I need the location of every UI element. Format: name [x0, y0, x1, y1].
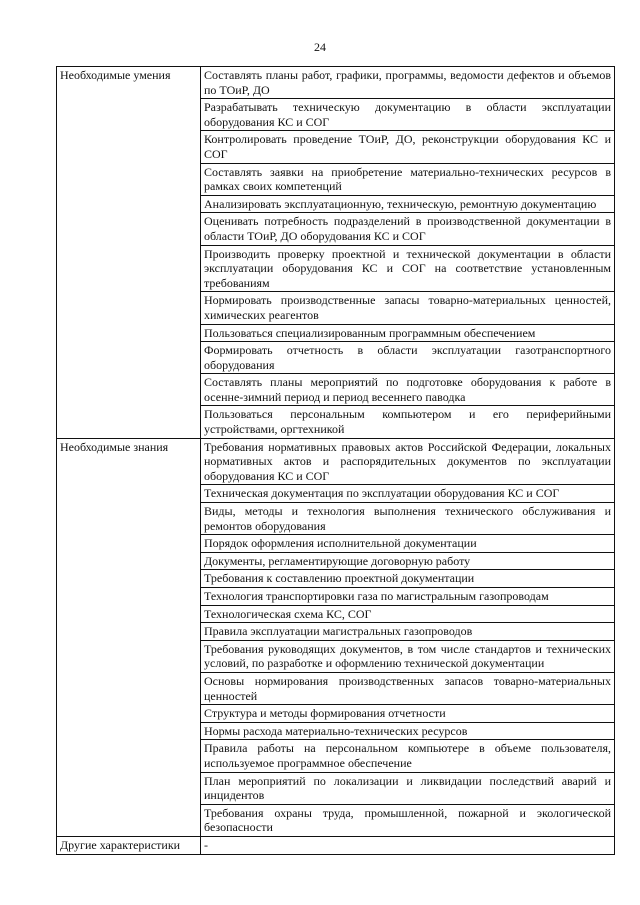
requirement-item: Нормы расхода материально-технических ресурсов [201, 722, 615, 740]
requirement-item: Пользоваться специализированным программным обеспечением [201, 324, 615, 342]
requirements-table [56, 66, 615, 855]
requirement-item: Требования охраны труда, промышленной, пожарной и экологической безопасности [201, 804, 615, 836]
requirement-item: Разрабатывать техническую документацию в области эксплуатации оборудования КС и СОГ [201, 99, 615, 131]
requirement-item: Порядок оформления исполнительной документации [201, 535, 615, 553]
table-row [57, 67, 615, 99]
requirement-item: Нормировать производственные запасы товарно-материальных ценностей, химических реагентов [201, 292, 615, 324]
requirement-item: Формировать отчетность в области эксплуатации газотранспортного оборудования [201, 342, 615, 374]
table-row [57, 836, 615, 854]
requirement-item: Документы, регламентирующие договорную работу [201, 552, 615, 570]
requirement-item: Составлять планы работ, графики, программы, ведомости дефектов и объемов по ТОиР, ДО [201, 67, 615, 99]
requirement-item: Требования нормативных правовых актов Российской Федерации, локальных нормативных актов и распорядительных документов по эксплуатации оборудования КС и СОГ [201, 438, 615, 485]
requirement-item: Виды, методы и технология выполнения технического обслуживания и ремонтов оборудования [201, 503, 615, 535]
requirement-item: Контролировать проведение ТОиР, ДО, реконструкции оборудования КС и СОГ [201, 131, 615, 163]
section-label: Необходимые знания [57, 438, 201, 836]
requirement-item: Оценивать потребность подразделений в производственной документации в области ТОиР, ДО оборудования КС и СОГ [201, 213, 615, 245]
section-label: Необходимые умения [57, 67, 201, 439]
requirement-item: Составлять заявки на приобретение материально-технических ресурсов в рамках своих компетенций [201, 163, 615, 195]
requirement-item: Основы нормирования производственных запасов товарно-материальных ценностей [201, 672, 615, 704]
page-number: 24 [314, 40, 326, 54]
table-row [57, 438, 615, 485]
requirement-item: Технологическая схема КС, СОГ [201, 605, 615, 623]
requirement-item: План мероприятий по локализации и ликвидации последствий аварий и инцидентов [201, 772, 615, 804]
requirement-item: Анализировать эксплуатационную, техническую, ремонтную документацию [201, 195, 615, 213]
requirement-item: Технология транспортировки газа по магистральным газопроводам [201, 588, 615, 606]
requirement-item: Производить проверку проектной и технической документации в области эксплуатации оборудования КС и СОГ на соответствие установленным требованиям [201, 245, 615, 292]
requirement-item: Правила эксплуатации магистральных газопроводов [201, 623, 615, 641]
requirement-item: Требования руководящих документов, в том числе стандартов и технических условий, по разработке и оформлению технической документации [201, 640, 615, 672]
requirement-item: - [201, 836, 615, 854]
requirement-item: Пользоваться персональным компьютером и его периферийными устройствами, оргтехникой [201, 406, 615, 438]
requirement-item: Требования к составлению проектной документации [201, 570, 615, 588]
section-label: Другие характеристики [57, 836, 201, 854]
requirement-item: Структура и методы формирования отчетности [201, 705, 615, 723]
requirement-item: Правила работы на персональном компьютере в объеме пользователя, используемое программное обеспечение [201, 740, 615, 772]
requirement-item: Техническая документация по эксплуатации оборудования КС и СОГ [201, 485, 615, 503]
requirement-item: Составлять планы мероприятий по подготовке оборудования к работе в осенне-зимний период и период весеннего паводка [201, 374, 615, 406]
requirements-table-body [57, 67, 615, 855]
